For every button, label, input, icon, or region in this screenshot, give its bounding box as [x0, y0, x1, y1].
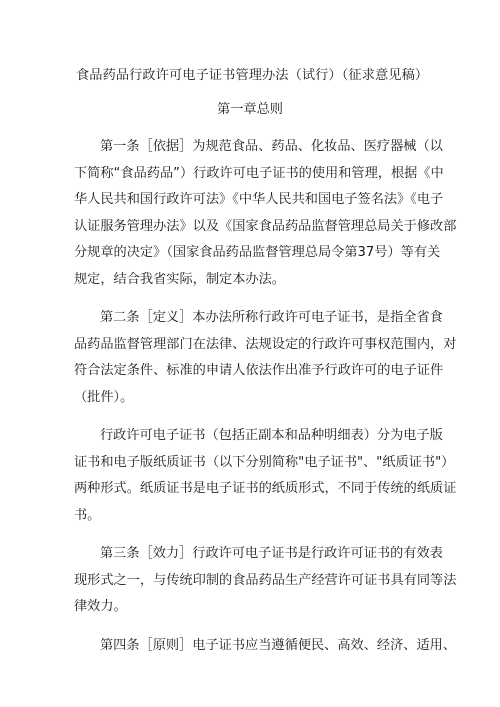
- paragraph-line: 律效力。: [74, 599, 127, 614]
- paragraph-line: 两种形式。纸质证书是电子证书的纸质形式，不同于传统的纸质证: [74, 481, 457, 496]
- paragraph-text: [74, 633, 457, 660]
- paragraph-line: 书。: [74, 507, 101, 523]
- paragraph-line: 第三条［效力］行政许可电子证书是行政许可证书的有效表: [100, 546, 443, 561]
- paragraph-line: 规定，结合我省实际，制定本办法。: [74, 271, 285, 287]
- paragraph-line: 分规章的决定》（国家食品药品监督管理总局令第37号）等有关: [74, 245, 441, 260]
- paragraph-line: 华人民共和国行政许可法》《中华人民共和国电子签名法》《电子: [74, 192, 444, 207]
- document-title: 食品药品行政许可电子证书管理办法（试行）（征求意见稿）: [76, 68, 429, 83]
- paragraph-text: [74, 541, 457, 621]
- paragraph-line: 下简称“食品药品”）行政许可电子证书的使用和管理，根据《中: [74, 165, 444, 181]
- paragraph-line: 行政许可电子证书（包括正副本和品种明细表）分为电子版: [100, 428, 443, 443]
- document-body: [74, 134, 457, 659]
- paragraph-text: [74, 423, 457, 529]
- paragraph: [74, 305, 457, 411]
- paragraph-line: （批件）。: [74, 389, 134, 405]
- paragraph-text: [74, 305, 457, 411]
- paragraph-text: [74, 134, 457, 293]
- paragraph-line: 第四条［原则］电子证书应当遵循便民、高效、经济、适用、: [100, 637, 457, 653]
- paragraph-line: 现形式之一，与传统印制的食品药品生产经营许可证书具有同等法: [74, 572, 457, 588]
- paragraph: [74, 423, 457, 529]
- paragraph-line: 品药品监督管理部门在法律、法规设定的行政许可事权范围内，对: [74, 336, 457, 352]
- paragraph-line: 符合法定条件、标准的申请人依法作出准予行政许可的电子证件: [74, 363, 444, 378]
- paragraph: [74, 134, 457, 293]
- paragraph: [76, 633, 457, 660]
- paragraph: [74, 541, 457, 621]
- paragraph-line: 认证服务管理办法》以及《国家食品药品监督管理总局关于修改部: [74, 218, 457, 234]
- paragraph-line: 第一条［依据］为规范食品、药品、化妆品、医疗器械（以: [100, 139, 443, 154]
- paragraph-line: 第二条［定义］本办法所称行政许可电子证书，是指全省食: [100, 310, 443, 325]
- chapter-title: 第一章总则: [217, 102, 283, 117]
- paragraph-line: 证书和电子版纸质证书（以下分别简称"电子证书"、"纸质证书"）: [74, 454, 455, 470]
